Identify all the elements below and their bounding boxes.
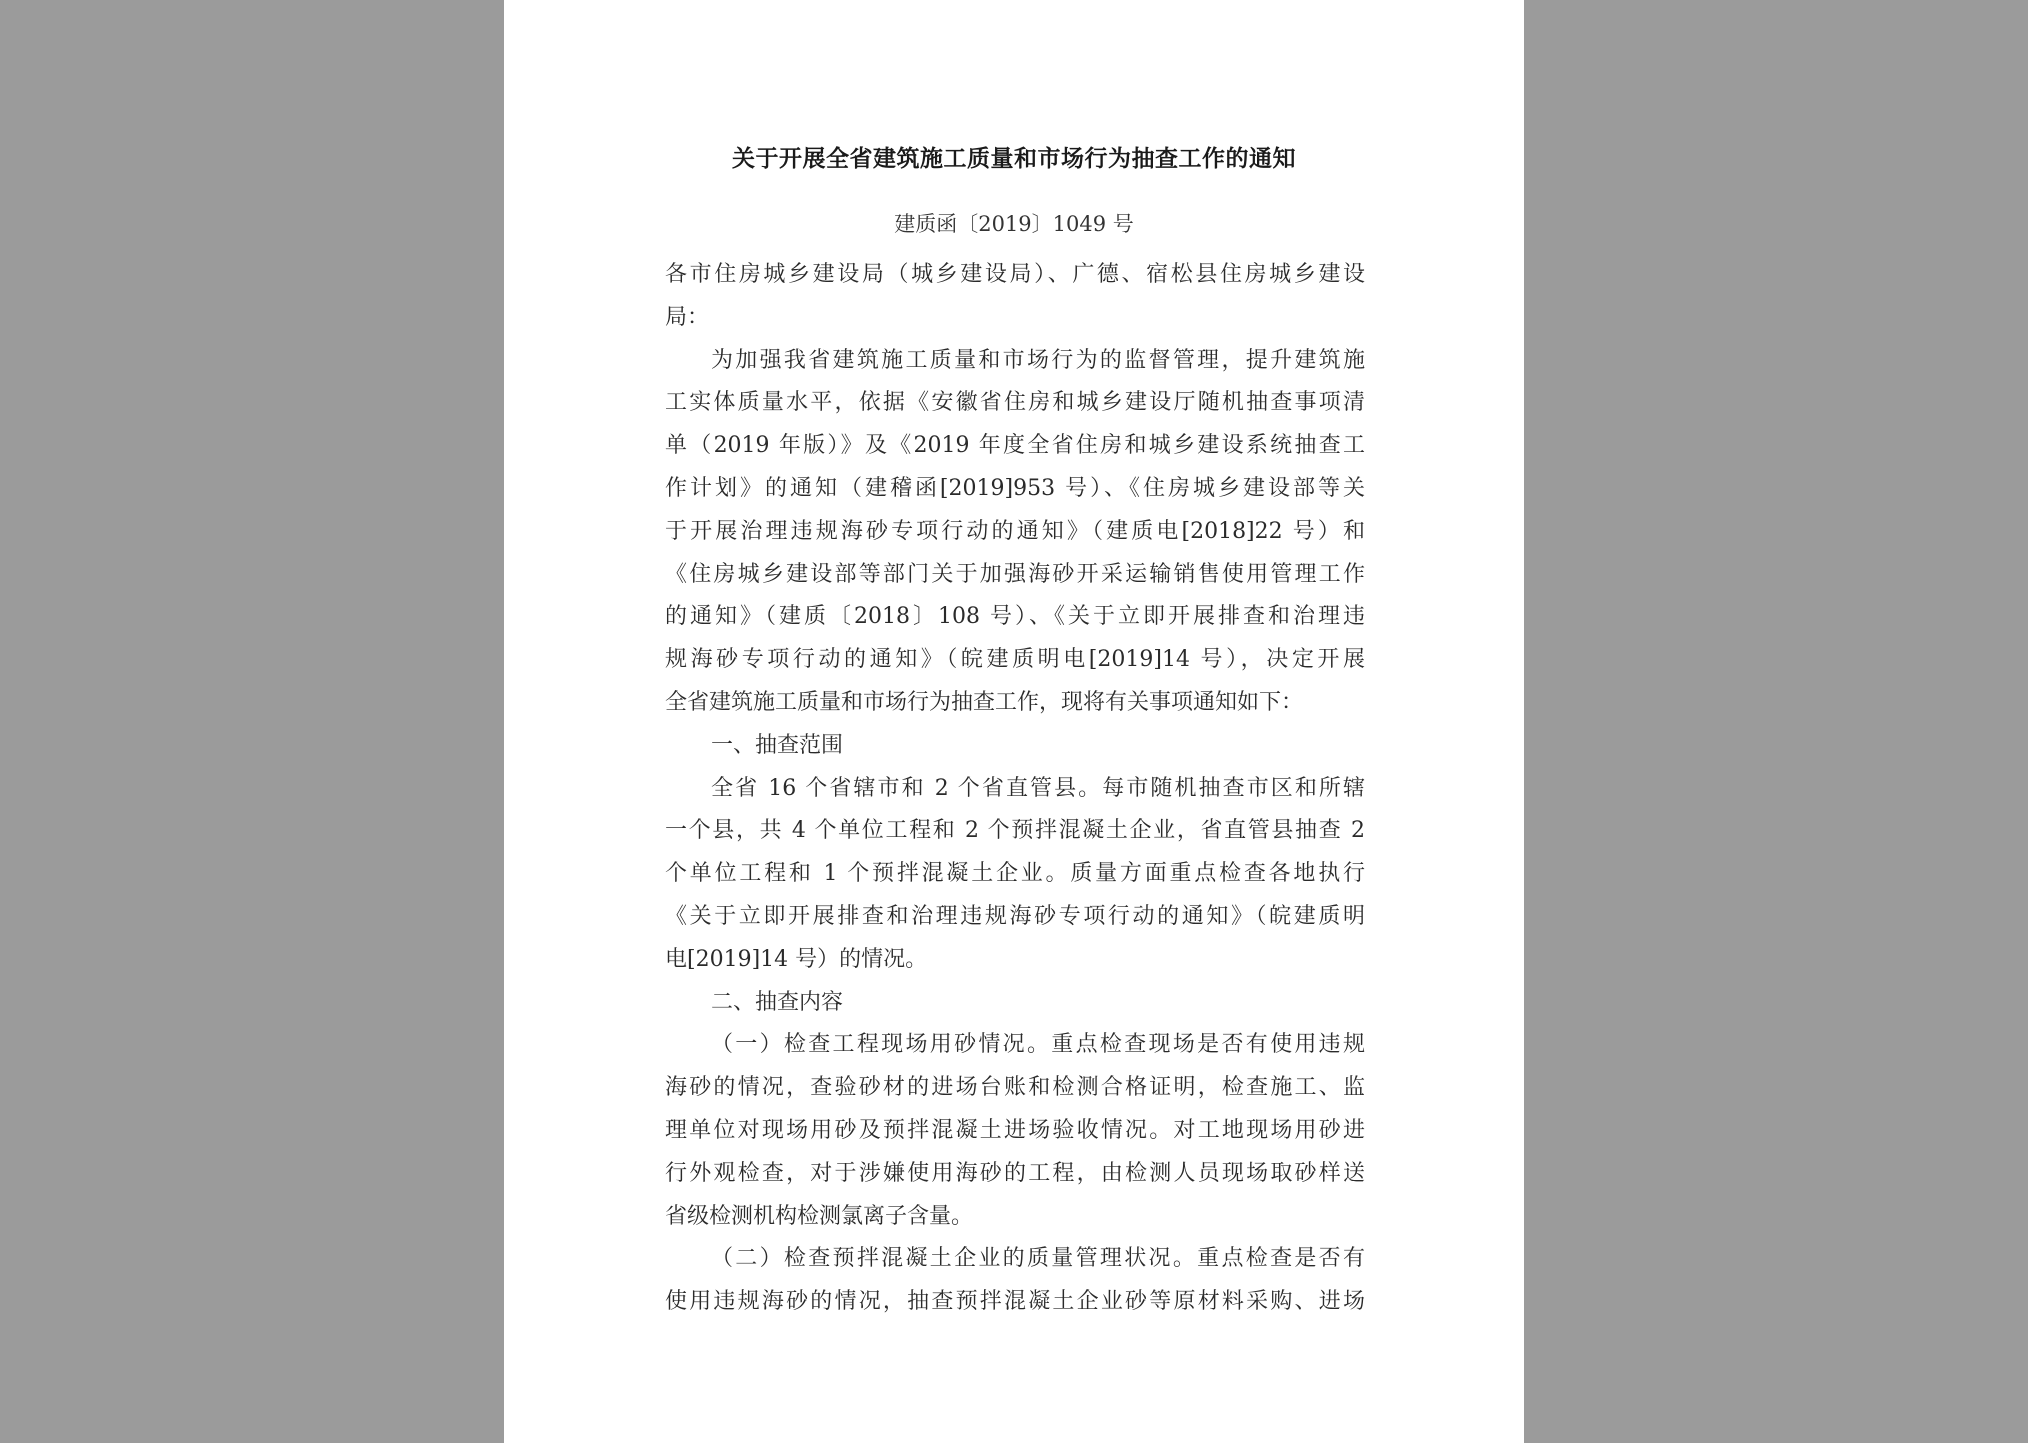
body-line: 省级检测机构检测氯离子含量。 bbox=[665, 1203, 974, 1229]
body-line: 各市住房城乡建设局（城乡建设局）、广德、宿松县住房城乡建设 bbox=[665, 262, 1365, 287]
document-title: 关于开展全省建筑施工质量和市场行为抽查工作的通知 bbox=[732, 145, 1296, 172]
body-line: 作计划》的通知（建稽函[2019]953 号）、《住房城乡建设部等关 bbox=[665, 475, 1365, 501]
body-line: 一个县，共 4 个单位工程和 2 个预拌混凝土企业，省直管县抽查 2 bbox=[665, 818, 1365, 844]
body-line: 全省建筑施工质量和市场行为抽查工作，现将有关事项通知如下： bbox=[665, 689, 1304, 715]
section-heading: 一、抽查范围 bbox=[711, 732, 844, 758]
body-line: 《关于立即开展排查和治理违规海砂专项行动的通知》（皖建质明 bbox=[665, 903, 1365, 929]
document-number: 建质函〔2019〕1049 号 bbox=[894, 212, 1134, 236]
body-line: 电[2019]14 号）的情况。 bbox=[665, 946, 928, 972]
body-line: 全省 16 个省辖市和 2 个省直管县。每市随机抽查市区和所辖 bbox=[711, 775, 1365, 801]
document-page bbox=[504, 0, 1524, 1443]
body-line: （二）检查预拌混凝土企业的质量管理状况。重点检查是否有 bbox=[711, 1246, 1365, 1272]
body-line: 个单位工程和 1 个预拌混凝土企业。质量方面重点检查各地执行 bbox=[665, 861, 1365, 887]
body-line: 理单位对现场用砂及预拌混凝土进场验收情况。对工地现场用砂进 bbox=[665, 1117, 1365, 1143]
body-line: 为加强我省建筑施工质量和市场行为的监督管理，提升建筑施 bbox=[711, 347, 1365, 373]
body-line: 单（2019 年版）》及《2019 年度全省住房和城乡建设系统抽查工 bbox=[665, 433, 1365, 459]
body-line: 《住房城乡建设部等部门关于加强海砂开采运输销售使用管理工作 bbox=[665, 561, 1365, 587]
document-body bbox=[665, 254, 1365, 1324]
body-line: 于开展治理违规海砂专项行动的通知》（建质电[2018]22 号）和 bbox=[665, 518, 1365, 544]
body-line: 规海砂专项行动的通知》（皖建质明电[2019]14 号），决定开展 bbox=[665, 647, 1365, 673]
body-line: 工实体质量水平，依据《安徽省住房和城乡建设厅随机抽查事项清 bbox=[665, 390, 1365, 416]
body-line: 使用违规海砂的情况，抽查预拌混凝土企业砂等原材料采购、进场 bbox=[665, 1289, 1365, 1315]
body-line: 行外观检查，对于涉嫌使用海砂的工程，由检测人员现场取砂样送 bbox=[665, 1160, 1365, 1186]
body-line: 海砂的情况，查验砂材的进场台账和检测合格证明，检查施工、监 bbox=[665, 1075, 1365, 1101]
body-line: 局： bbox=[665, 304, 710, 330]
body-line: （一）检查工程现场用砂情况。重点检查现场是否有使用违规 bbox=[711, 1032, 1365, 1058]
section-heading: 二、抽查内容 bbox=[711, 989, 844, 1015]
body-line: 的通知》（建质〔2018〕108 号）、《关于立即开展排查和治理违 bbox=[665, 604, 1365, 630]
